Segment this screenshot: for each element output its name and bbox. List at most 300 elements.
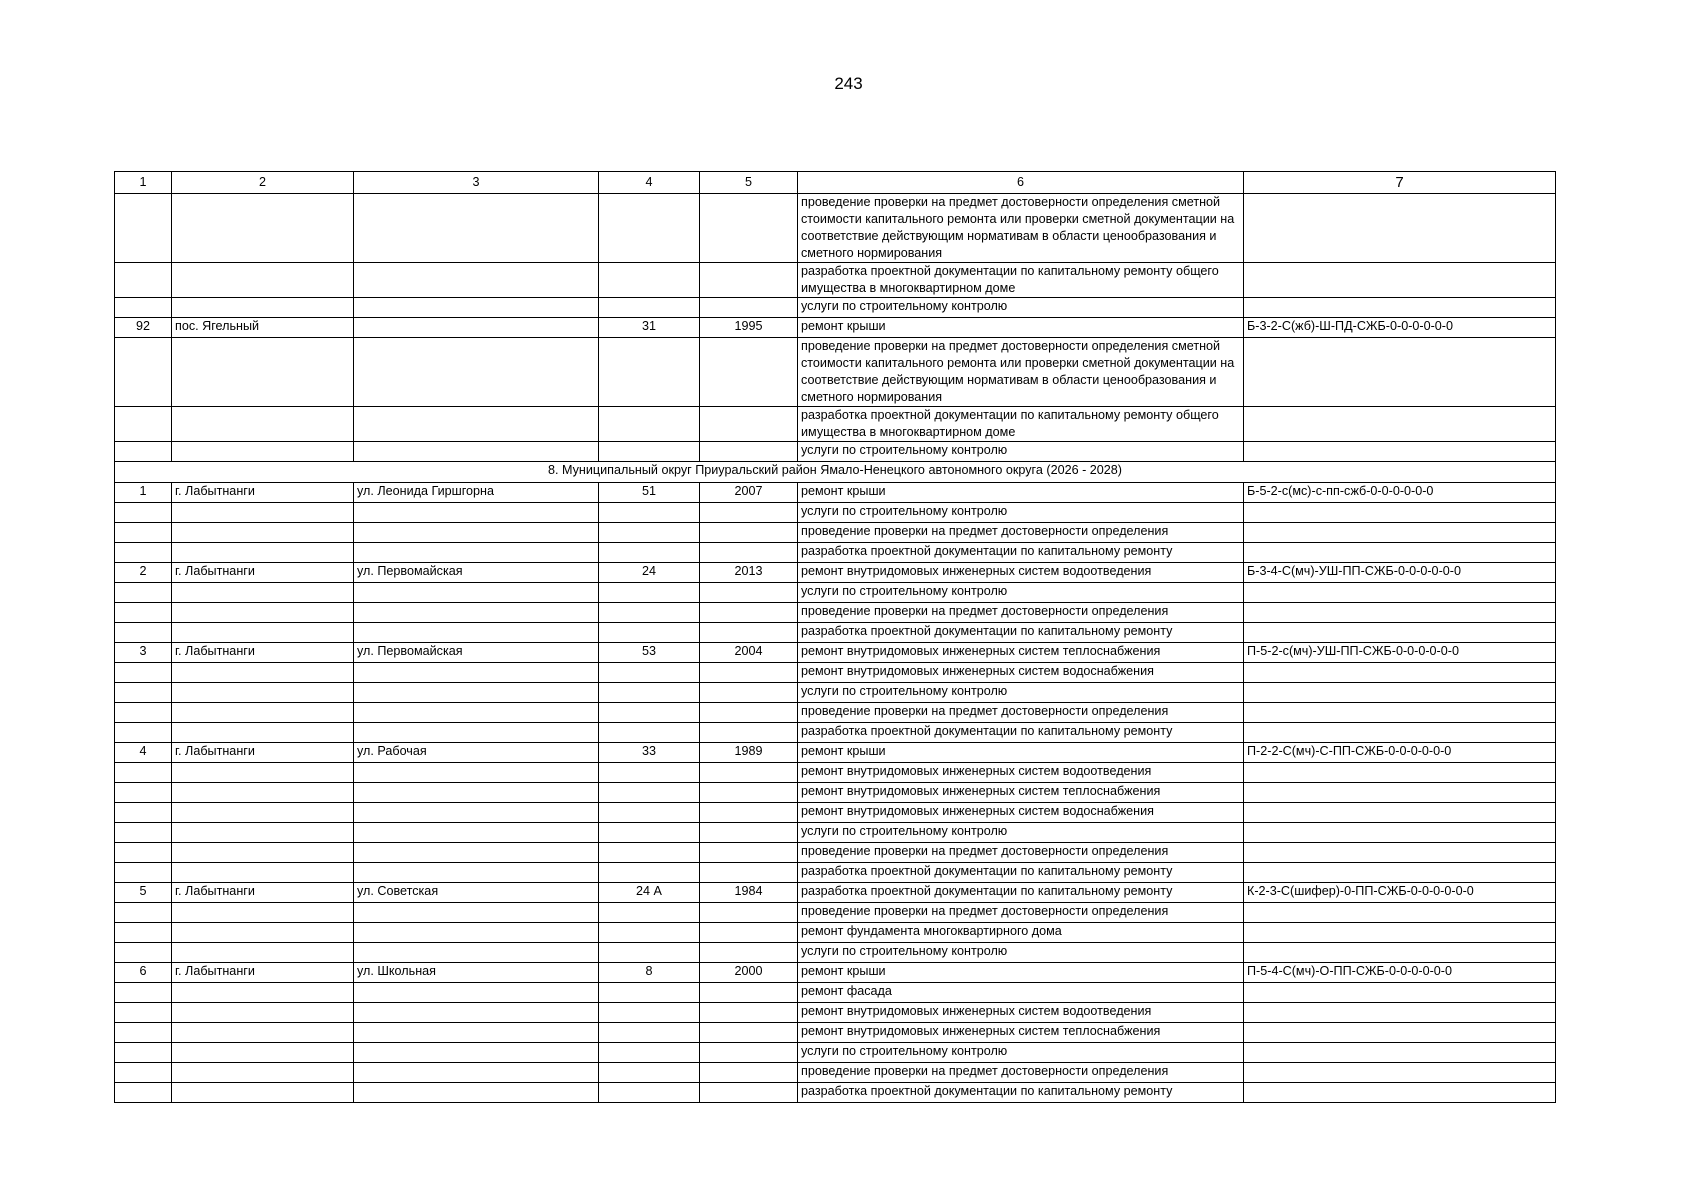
house-code-cell bbox=[1244, 583, 1556, 603]
table-row bbox=[115, 743, 1556, 763]
street-cell: ул. Леонида Гиршгорна bbox=[354, 483, 599, 503]
table-row bbox=[115, 963, 1556, 983]
table-row bbox=[115, 523, 1556, 543]
table-row bbox=[115, 503, 1556, 523]
table-row bbox=[115, 194, 1556, 263]
settlement-cell: г. Лабытнанги bbox=[172, 883, 354, 903]
street-cell bbox=[354, 683, 599, 703]
street-cell bbox=[354, 783, 599, 803]
house-code-cell bbox=[1244, 194, 1556, 263]
house-number-cell bbox=[599, 1083, 700, 1103]
settlement-cell bbox=[172, 583, 354, 603]
header-cell: 7 bbox=[1244, 172, 1556, 194]
work-type-cell: ремонт крыши bbox=[798, 743, 1244, 763]
header-cell: 1 bbox=[115, 172, 172, 194]
street-cell: ул. Школьная bbox=[354, 963, 599, 983]
house-number-cell bbox=[599, 583, 700, 603]
settlement-cell: г. Лабытнанги bbox=[172, 563, 354, 583]
year-built-cell bbox=[700, 338, 798, 407]
year-built-cell: 1995 bbox=[700, 318, 798, 338]
work-type-cell: разработка проектной документации по капитальному ремонту общего имущества в многоквартирном доме bbox=[798, 263, 1244, 298]
row-number-cell bbox=[115, 703, 172, 723]
row-number-cell bbox=[115, 1023, 172, 1043]
table-row bbox=[115, 543, 1556, 563]
street-cell bbox=[354, 603, 599, 623]
house-code-cell bbox=[1244, 983, 1556, 1003]
header-cell: 4 bbox=[599, 172, 700, 194]
work-type-cell: услуги по строительному контролю bbox=[798, 683, 1244, 703]
year-built-cell bbox=[700, 442, 798, 462]
street-cell bbox=[354, 1083, 599, 1103]
house-code-cell bbox=[1244, 1083, 1556, 1103]
street-cell bbox=[354, 1003, 599, 1023]
settlement-cell bbox=[172, 442, 354, 462]
street-cell: ул. Советская bbox=[354, 883, 599, 903]
settlement-cell bbox=[172, 503, 354, 523]
table-row bbox=[115, 763, 1556, 783]
year-built-cell bbox=[700, 263, 798, 298]
year-built-cell: 2013 bbox=[700, 563, 798, 583]
settlement-cell bbox=[172, 783, 354, 803]
house-code-cell: П-2-2-С(мч)-С-ПП-СЖБ-0-0-0-0-0-0 bbox=[1244, 743, 1556, 763]
settlement-cell bbox=[172, 1043, 354, 1063]
house-code-cell bbox=[1244, 1063, 1556, 1083]
table-row bbox=[115, 1063, 1556, 1083]
year-built-cell bbox=[700, 823, 798, 843]
settlement-cell bbox=[172, 338, 354, 407]
row-number-cell bbox=[115, 843, 172, 863]
settlement-cell bbox=[172, 863, 354, 883]
settlement-cell: г. Лабытнанги bbox=[172, 643, 354, 663]
house-number-cell bbox=[599, 442, 700, 462]
house-number-cell: 33 bbox=[599, 743, 700, 763]
work-type-cell: разработка проектной документации по капитальному ремонту bbox=[798, 623, 1244, 643]
section-title-row bbox=[115, 462, 1556, 483]
settlement-cell bbox=[172, 1003, 354, 1023]
house-number-cell bbox=[599, 523, 700, 543]
house-code-cell bbox=[1244, 843, 1556, 863]
house-code-cell bbox=[1244, 723, 1556, 743]
house-number-cell bbox=[599, 783, 700, 803]
row-number-cell bbox=[115, 1003, 172, 1023]
work-type-cell: разработка проектной документации по капитальному ремонту bbox=[798, 723, 1244, 743]
street-cell: ул. Рабочая bbox=[354, 743, 599, 763]
work-type-cell: ремонт внутридомовых инженерных систем водоотведения bbox=[798, 1003, 1244, 1023]
settlement-cell bbox=[172, 263, 354, 298]
row-number-cell bbox=[115, 903, 172, 923]
year-built-cell bbox=[700, 983, 798, 1003]
house-number-cell bbox=[599, 503, 700, 523]
house-number-cell bbox=[599, 194, 700, 263]
street-cell bbox=[354, 263, 599, 298]
header-cell: 2 bbox=[172, 172, 354, 194]
row-number-cell: 1 bbox=[115, 483, 172, 503]
house-number-cell: 51 bbox=[599, 483, 700, 503]
house-number-cell bbox=[599, 1063, 700, 1083]
work-type-cell: проведение проверки на предмет достоверности определения bbox=[798, 843, 1244, 863]
row-number-cell bbox=[115, 442, 172, 462]
work-type-cell: ремонт внутридомовых инженерных систем водоснабжения bbox=[798, 803, 1244, 823]
table-row bbox=[115, 803, 1556, 823]
row-number-cell bbox=[115, 338, 172, 407]
row-number-cell bbox=[115, 683, 172, 703]
street-cell bbox=[354, 523, 599, 543]
house-number-cell bbox=[599, 723, 700, 743]
house-code-cell bbox=[1244, 863, 1556, 883]
work-type-cell: ремонт внутридомовых инженерных систем водоотведения bbox=[798, 763, 1244, 783]
year-built-cell bbox=[700, 663, 798, 683]
settlement-cell bbox=[172, 943, 354, 963]
row-number-cell bbox=[115, 1083, 172, 1103]
house-number-cell bbox=[599, 943, 700, 963]
page-number: 243 bbox=[834, 74, 863, 93]
house-code-cell bbox=[1244, 1023, 1556, 1043]
street-cell bbox=[354, 1063, 599, 1083]
year-built-cell: 1989 bbox=[700, 743, 798, 763]
year-built-cell bbox=[700, 903, 798, 923]
work-type-cell: услуги по строительному контролю bbox=[798, 583, 1244, 603]
street-cell bbox=[354, 923, 599, 943]
row-number-cell bbox=[115, 194, 172, 263]
year-built-cell: 2000 bbox=[700, 963, 798, 983]
table-row bbox=[115, 623, 1556, 643]
year-built-cell bbox=[700, 603, 798, 623]
row-number-cell: 92 bbox=[115, 318, 172, 338]
table-row bbox=[115, 723, 1556, 743]
settlement-cell bbox=[172, 1083, 354, 1103]
house-number-cell bbox=[599, 683, 700, 703]
settlement-cell bbox=[172, 703, 354, 723]
house-code-cell: Б-5-2-с(мс)-с-пп-сжб-0-0-0-0-0-0 bbox=[1244, 483, 1556, 503]
work-type-cell: ремонт крыши bbox=[798, 483, 1244, 503]
table-row bbox=[115, 407, 1556, 442]
street-cell: ул. Первомайская bbox=[354, 643, 599, 663]
header-cell: 3 bbox=[354, 172, 599, 194]
house-code-cell bbox=[1244, 442, 1556, 462]
row-number-cell bbox=[115, 943, 172, 963]
table-row bbox=[115, 883, 1556, 903]
row-number-cell bbox=[115, 983, 172, 1003]
house-number-cell bbox=[599, 843, 700, 863]
table-row bbox=[115, 318, 1556, 338]
year-built-cell bbox=[700, 623, 798, 643]
street-cell bbox=[354, 983, 599, 1003]
house-code-cell: К-2-3-С(шифер)-0-ПП-СЖБ-0-0-0-0-0-0 bbox=[1244, 883, 1556, 903]
row-number-cell bbox=[115, 407, 172, 442]
street-cell: ул. Первомайская bbox=[354, 563, 599, 583]
year-built-cell bbox=[700, 1003, 798, 1023]
row-number-cell bbox=[115, 663, 172, 683]
street-cell bbox=[354, 1023, 599, 1043]
house-code-cell bbox=[1244, 543, 1556, 563]
settlement-cell bbox=[172, 903, 354, 923]
table-body bbox=[115, 172, 1556, 1103]
year-built-cell bbox=[700, 1043, 798, 1063]
work-type-cell: ремонт внутридомовых инженерных систем теплоснабжения bbox=[798, 643, 1244, 663]
work-type-cell: услуги по строительному контролю bbox=[798, 442, 1244, 462]
row-number-cell bbox=[115, 803, 172, 823]
house-number-cell bbox=[599, 903, 700, 923]
house-code-cell bbox=[1244, 603, 1556, 623]
street-cell bbox=[354, 503, 599, 523]
table-row bbox=[115, 263, 1556, 298]
house-code-cell bbox=[1244, 803, 1556, 823]
street-cell bbox=[354, 583, 599, 603]
settlement-cell bbox=[172, 823, 354, 843]
row-number-cell bbox=[115, 723, 172, 743]
work-type-cell: ремонт внутридомовых инженерных систем теплоснабжения bbox=[798, 783, 1244, 803]
year-built-cell bbox=[700, 843, 798, 863]
table-row bbox=[115, 663, 1556, 683]
house-code-cell: П-5-2-с(мч)-УШ-ПП-СЖБ-0-0-0-0-0-0 bbox=[1244, 643, 1556, 663]
street-cell bbox=[354, 442, 599, 462]
row-number-cell bbox=[115, 1043, 172, 1063]
work-type-cell: ремонт внутридомовых инженерных систем водоотведения bbox=[798, 563, 1244, 583]
table-row bbox=[115, 1023, 1556, 1043]
street-cell bbox=[354, 1043, 599, 1063]
house-number-cell bbox=[599, 603, 700, 623]
house-number-cell bbox=[599, 663, 700, 683]
row-number-cell bbox=[115, 263, 172, 298]
work-type-cell: услуги по строительному контролю bbox=[798, 943, 1244, 963]
year-built-cell: 2007 bbox=[700, 483, 798, 503]
table-row bbox=[115, 1043, 1556, 1063]
house-code-cell bbox=[1244, 783, 1556, 803]
settlement-cell bbox=[172, 1023, 354, 1043]
table-row bbox=[115, 843, 1556, 863]
year-built-cell bbox=[700, 723, 798, 743]
row-number-cell: 4 bbox=[115, 743, 172, 763]
table-row bbox=[115, 442, 1556, 462]
settlement-cell bbox=[172, 723, 354, 743]
year-built-cell bbox=[700, 543, 798, 563]
work-type-cell: разработка проектной документации по капитальному ремонту bbox=[798, 1083, 1244, 1103]
year-built-cell bbox=[700, 523, 798, 543]
settlement-cell bbox=[172, 763, 354, 783]
settlement-cell bbox=[172, 543, 354, 563]
house-number-cell bbox=[599, 263, 700, 298]
street-cell bbox=[354, 407, 599, 442]
settlement-cell bbox=[172, 194, 354, 263]
row-number-cell bbox=[115, 298, 172, 318]
settlement-cell bbox=[172, 843, 354, 863]
settlement-cell bbox=[172, 603, 354, 623]
work-type-cell: проведение проверки на предмет достоверности определения bbox=[798, 603, 1244, 623]
house-number-cell bbox=[599, 763, 700, 783]
work-type-cell: разработка проектной документации по капитальному ремонту bbox=[798, 863, 1244, 883]
street-cell bbox=[354, 723, 599, 743]
row-number-cell bbox=[115, 623, 172, 643]
work-type-cell: проведение проверки на предмет достоверности определения bbox=[798, 903, 1244, 923]
work-type-cell: ремонт фасада bbox=[798, 983, 1244, 1003]
street-cell bbox=[354, 543, 599, 563]
table-row bbox=[115, 923, 1556, 943]
house-code-cell bbox=[1244, 1003, 1556, 1023]
work-type-cell: ремонт внутридомовых инженерных систем водоснабжения bbox=[798, 663, 1244, 683]
house-number-cell bbox=[599, 823, 700, 843]
row-number-cell bbox=[115, 543, 172, 563]
year-built-cell: 1984 bbox=[700, 883, 798, 903]
year-built-cell bbox=[700, 194, 798, 263]
year-built-cell bbox=[700, 503, 798, 523]
house-code-cell bbox=[1244, 503, 1556, 523]
work-type-cell: разработка проектной документации по капитальному ремонту bbox=[798, 543, 1244, 563]
house-number-cell: 24 А bbox=[599, 883, 700, 903]
year-built-cell bbox=[700, 1023, 798, 1043]
settlement-cell bbox=[172, 407, 354, 442]
table-row bbox=[115, 583, 1556, 603]
row-number-cell bbox=[115, 763, 172, 783]
work-type-cell: услуги по строительному контролю bbox=[798, 823, 1244, 843]
work-type-cell: ремонт внутридомовых инженерных систем теплоснабжения bbox=[798, 1023, 1244, 1043]
house-number-cell bbox=[599, 407, 700, 442]
table-row bbox=[115, 863, 1556, 883]
year-built-cell bbox=[700, 683, 798, 703]
table-row bbox=[115, 643, 1556, 663]
year-built-cell bbox=[700, 783, 798, 803]
work-type-cell: ремонт фундамента многоквартирного дома bbox=[798, 923, 1244, 943]
work-type-cell: услуги по строительному контролю bbox=[798, 503, 1244, 523]
table-row bbox=[115, 1083, 1556, 1103]
year-built-cell bbox=[700, 1083, 798, 1103]
house-code-cell bbox=[1244, 683, 1556, 703]
table-row bbox=[115, 943, 1556, 963]
house-number-cell bbox=[599, 1003, 700, 1023]
settlement-cell bbox=[172, 923, 354, 943]
year-built-cell bbox=[700, 943, 798, 963]
year-built-cell bbox=[700, 583, 798, 603]
street-cell bbox=[354, 623, 599, 643]
house-code-cell bbox=[1244, 923, 1556, 943]
work-type-cell: проведение проверки на предмет достоверности определения сметной стоимости капитального ремонта или проверки сметной документации на соответствие действующим нормативам в области ценообразования и сметного нормирования bbox=[798, 194, 1244, 263]
settlement-cell: г. Лабытнанги bbox=[172, 963, 354, 983]
street-cell bbox=[354, 338, 599, 407]
house-number-cell bbox=[599, 1023, 700, 1043]
house-number-cell bbox=[599, 543, 700, 563]
street-cell bbox=[354, 663, 599, 683]
house-code-cell bbox=[1244, 763, 1556, 783]
table-row bbox=[115, 298, 1556, 318]
table-row bbox=[115, 683, 1556, 703]
work-type-cell: услуги по строительному контролю bbox=[798, 1043, 1244, 1063]
settlement-cell: пос. Ягельный bbox=[172, 318, 354, 338]
row-number-cell bbox=[115, 823, 172, 843]
header-cell: 6 bbox=[798, 172, 1244, 194]
table-row bbox=[115, 903, 1556, 923]
row-number-cell: 6 bbox=[115, 963, 172, 983]
house-number-cell: 31 bbox=[599, 318, 700, 338]
year-built-cell bbox=[700, 1063, 798, 1083]
row-number-cell bbox=[115, 523, 172, 543]
table-row bbox=[115, 483, 1556, 503]
table-row bbox=[115, 338, 1556, 407]
work-type-cell: разработка проектной документации по капитальному ремонту общего имущества в многоквартирном доме bbox=[798, 407, 1244, 442]
row-number-cell bbox=[115, 583, 172, 603]
house-code-cell bbox=[1244, 1043, 1556, 1063]
settlement-cell bbox=[172, 663, 354, 683]
settlement-cell bbox=[172, 803, 354, 823]
house-number-cell bbox=[599, 623, 700, 643]
table-row bbox=[115, 703, 1556, 723]
row-number-cell bbox=[115, 503, 172, 523]
house-code-cell bbox=[1244, 523, 1556, 543]
house-number-cell: 8 bbox=[599, 963, 700, 983]
table-row bbox=[115, 603, 1556, 623]
settlement-cell bbox=[172, 523, 354, 543]
row-number-cell: 5 bbox=[115, 883, 172, 903]
house-code-cell bbox=[1244, 663, 1556, 683]
table-header-row bbox=[115, 172, 1556, 194]
street-cell bbox=[354, 863, 599, 883]
house-code-cell: Б-3-2-С(жб)-Ш-ПД-СЖБ-0-0-0-0-0-0 bbox=[1244, 318, 1556, 338]
header-cell: 5 bbox=[700, 172, 798, 194]
year-built-cell bbox=[700, 298, 798, 318]
table-row bbox=[115, 823, 1556, 843]
table-row bbox=[115, 783, 1556, 803]
house-code-cell: Б-3-4-С(мч)-УШ-ПП-СЖБ-0-0-0-0-0-0 bbox=[1244, 563, 1556, 583]
street-cell bbox=[354, 903, 599, 923]
house-code-cell bbox=[1244, 903, 1556, 923]
house-code-cell bbox=[1244, 823, 1556, 843]
year-built-cell: 2004 bbox=[700, 643, 798, 663]
repair-table-container bbox=[114, 171, 1555, 1103]
house-number-cell: 53 bbox=[599, 643, 700, 663]
street-cell bbox=[354, 943, 599, 963]
house-number-cell bbox=[599, 923, 700, 943]
house-number-cell bbox=[599, 983, 700, 1003]
row-number-cell bbox=[115, 1063, 172, 1083]
settlement-cell bbox=[172, 623, 354, 643]
house-code-cell bbox=[1244, 338, 1556, 407]
year-built-cell bbox=[700, 407, 798, 442]
house-number-cell bbox=[599, 803, 700, 823]
street-cell bbox=[354, 823, 599, 843]
section-title: 8. Муниципальный округ Приуральский район Ямало-Ненецкого автономного округа (2026 - 2028) bbox=[115, 462, 1556, 483]
work-type-cell: проведение проверки на предмет достоверности определения bbox=[798, 1063, 1244, 1083]
settlement-cell bbox=[172, 1063, 354, 1083]
work-type-cell: разработка проектной документации по капитальному ремонту bbox=[798, 883, 1244, 903]
street-cell bbox=[354, 194, 599, 263]
house-number-cell bbox=[599, 703, 700, 723]
house-code-cell bbox=[1244, 298, 1556, 318]
house-code-cell bbox=[1244, 623, 1556, 643]
house-code-cell bbox=[1244, 943, 1556, 963]
work-type-cell: проведение проверки на предмет достоверности определения сметной стоимости капитального ремонта или проверки сметной документации на соответствие действующим нормативам в области ценообразования и сметного нормирования bbox=[798, 338, 1244, 407]
settlement-cell bbox=[172, 983, 354, 1003]
work-type-cell: проведение проверки на предмет достоверности определения bbox=[798, 523, 1244, 543]
year-built-cell bbox=[700, 923, 798, 943]
street-cell bbox=[354, 843, 599, 863]
table-row bbox=[115, 983, 1556, 1003]
house-number-cell bbox=[599, 1043, 700, 1063]
table-row bbox=[115, 1003, 1556, 1023]
street-cell bbox=[354, 298, 599, 318]
street-cell bbox=[354, 763, 599, 783]
house-code-cell bbox=[1244, 263, 1556, 298]
work-type-cell: услуги по строительному контролю bbox=[798, 298, 1244, 318]
year-built-cell bbox=[700, 863, 798, 883]
settlement-cell bbox=[172, 298, 354, 318]
street-cell bbox=[354, 318, 599, 338]
row-number-cell: 3 bbox=[115, 643, 172, 663]
row-number-cell bbox=[115, 863, 172, 883]
year-built-cell bbox=[700, 703, 798, 723]
year-built-cell bbox=[700, 803, 798, 823]
row-number-cell bbox=[115, 603, 172, 623]
street-cell bbox=[354, 703, 599, 723]
work-type-cell: ремонт крыши bbox=[798, 318, 1244, 338]
repair-table bbox=[114, 171, 1556, 1103]
